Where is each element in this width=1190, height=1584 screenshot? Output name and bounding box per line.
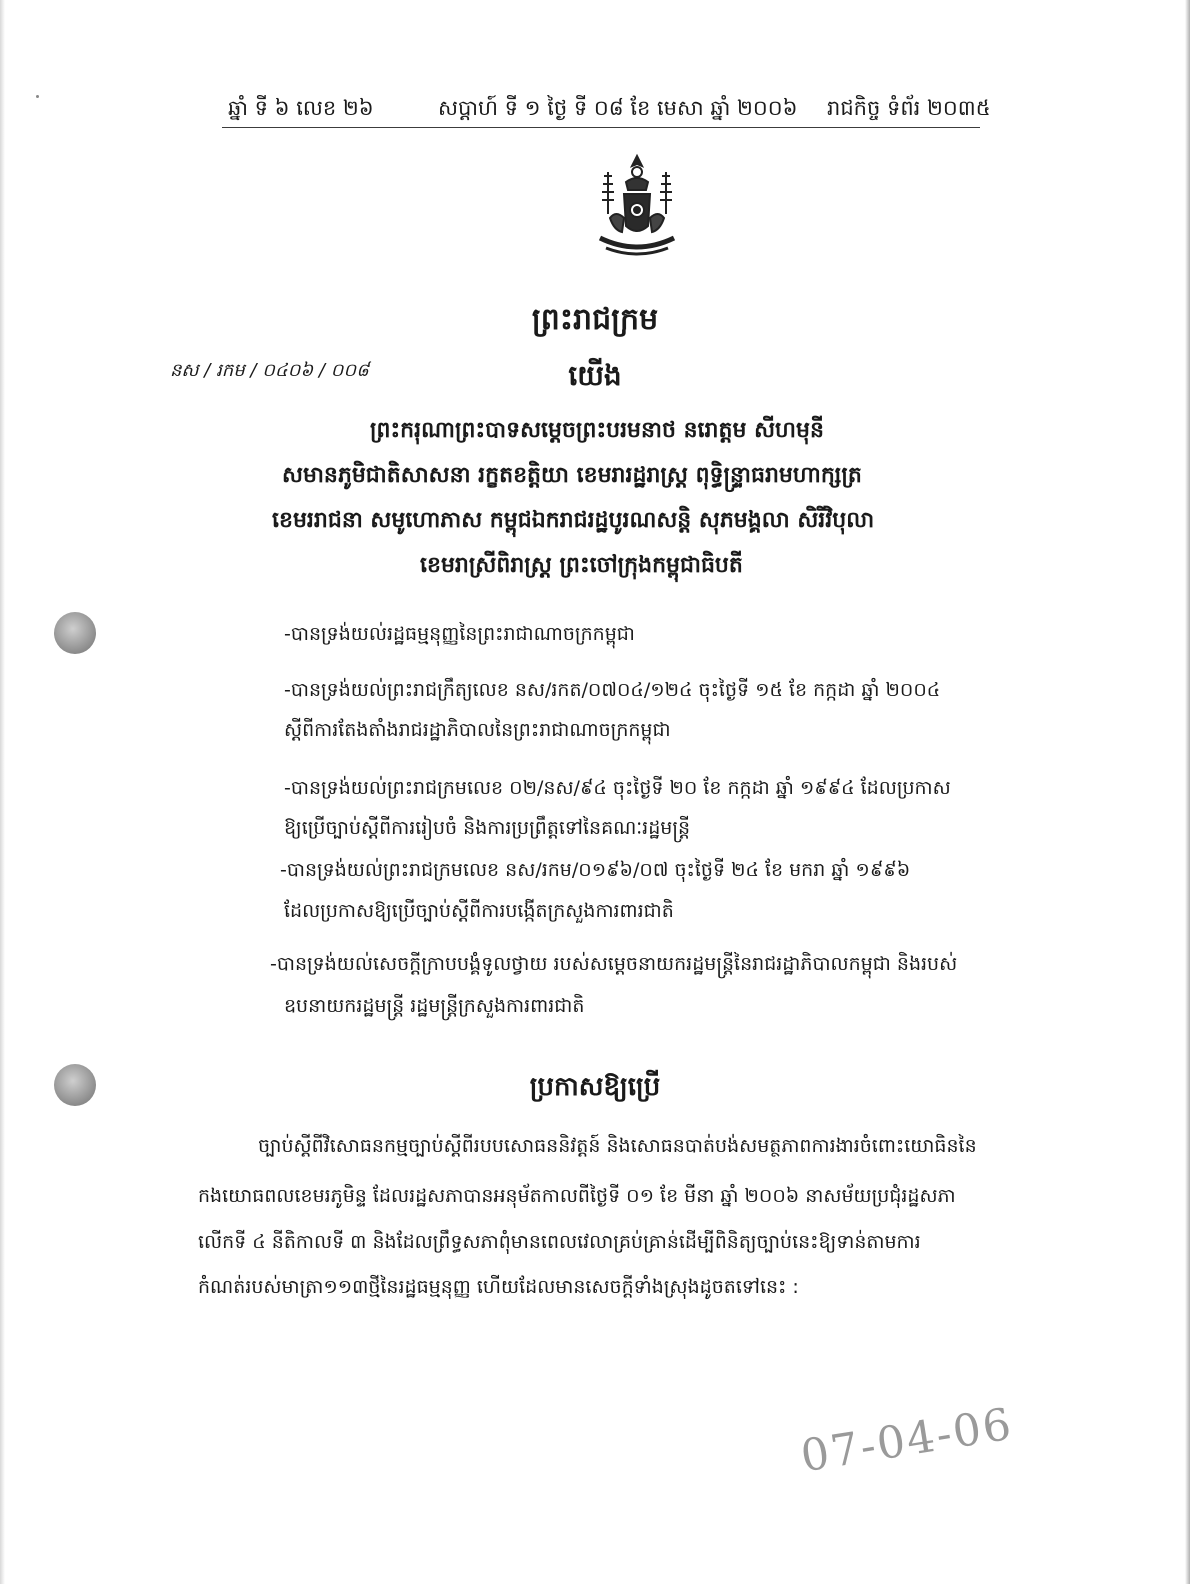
consideration-item: -បានទ្រង់យល់រដ្ឋធម្មនុញ្ញនៃព្រះរាជាណាចក្រកម្ពុជា	[284, 623, 635, 645]
royal-coat-of-arms-icon	[586, 152, 688, 262]
header-page-number: រាជកិច្ច ទំព័រ ២០៣៥	[827, 96, 991, 120]
punch-hole-top	[54, 612, 96, 654]
consideration-item: -បានទ្រង់យល់ព្រះរាជក្រមលេខ ០២/នស/៩៤ ចុះថ្ងៃទី ២០ ខែ កក្កដា ឆ្នាំ ១៩៩៤ ដែលប្រកាស	[284, 777, 951, 799]
header-date: សប្តាហ៍ ទី ១ ថ្ងៃ ទី ០៨ ខែ មេសា ឆ្នាំ ២០០៦	[438, 96, 798, 120]
page-edge-right	[1185, 0, 1190, 1584]
consideration-item: -បានទ្រង់យល់ព្រះរាជក្រមលេខ នស/រកម/០១៩៦/០៧ ចុះថ្ងៃទី ២៤ ខែ មករា ឆ្នាំ ១៩៩៦	[280, 859, 911, 881]
body-text-line: កំណត់របស់មាត្រា១១៣ថ្មីនៃរដ្ឋធម្មនុញ្ញ ហើយដែលមានសេចក្តីទាំងស្រុងដូចតទៅនេះ :	[198, 1276, 799, 1298]
scan-speck	[36, 95, 39, 98]
titulature-line: ព្រះករុណាព្រះបាទសម្តេចព្រះបរមនាថ នរោត្តម សីហមុនី	[370, 418, 824, 443]
consideration-continuation: ស្តីពីការតែងតាំងរាជរដ្ឋាភិបាលនៃព្រះរាជាណាចក្រកម្ពុជា	[284, 719, 671, 741]
page-edge-left	[0, 0, 5, 1584]
header-rule	[222, 127, 980, 128]
consideration-continuation: ដែលប្រកាសឱ្យប្រើច្បាប់ស្តីពីការបង្កើតក្រសួងការពារជាតិ	[284, 900, 674, 922]
body-text-line: ច្បាប់ស្តីពីវិសោធនកម្មច្បាប់ស្តីពីរបបសោធននិវត្តន៍ និងសោធនបាត់បង់សមត្ថភាពការងារចំពោះយោធិននៃ	[258, 1135, 977, 1157]
consideration-continuation: ឧបនាយករដ្ឋមន្ត្រី រដ្ឋមន្ត្រីក្រសួងការពារជាតិ	[284, 995, 585, 1017]
decree-title: ព្រះរាជក្រម	[531, 302, 659, 337]
decree-reference-number: នស / រកម / ០៤០៦ / ០០៨	[170, 360, 369, 381]
body-text-line: កងយោធពលខេមរភូមិន្ទ ដែលរដ្ឋសភាបានអនុម័តកាលពីថ្ងៃទី ០១ ខែ មីនា ឆ្នាំ ២០០៦ នាសម័យប្រជុំរដ្ឋសភា	[198, 1185, 956, 1207]
handwritten-date: 07-04-06	[797, 1398, 1017, 1483]
titulature-line: សមានភូមិជាតិសាសនា រក្ខតខត្តិយា ខេមរារដ្ឋរាស្ត្រ ពុទ្ធិន្ទ្រាធរាមហាក្សត្រ	[282, 463, 862, 488]
header-issue: ឆ្នាំ ទី ៦ លេខ ២៦	[228, 96, 374, 120]
promulgation-heading: ប្រកាសឱ្យប្រើ	[529, 1072, 661, 1102]
consideration-item: -បានទ្រង់យល់សេចក្តីក្រាបបង្គំទូលថ្វាយ របស់សម្តេចនាយករដ្ឋមន្ត្រីនៃរាជរដ្ឋាភិបាលកម្ពុជា និងរបស់	[270, 953, 958, 975]
body-text-line: លើកទី ៤ នីតិកាលទី ៣ និងដែលព្រឹទ្ធសភាពុំមានពេលវេលាគ្រប់គ្រាន់ដើម្បីពិនិត្យច្បាប់នេះឱ្យទាន់តាមការ	[198, 1231, 921, 1253]
titulature-line: ខេមរាស្រីពិរាស្ត្រ ព្រះចៅក្រុងកម្ពុជាធិបតី	[420, 553, 743, 578]
we-heading: យើង	[568, 359, 622, 392]
consideration-item: -បានទ្រង់យល់ព្រះរាជក្រឹត្យលេខ នស/រកត/០៧០៤/១២៤ ចុះថ្ងៃទី ១៥ ខែ កក្កដា ឆ្នាំ ២០០៤	[284, 679, 941, 701]
titulature-line: ខេមររាជនា សមូហោភាស កម្ពុជឯករាជរដ្ឋបូរណសន្តិ សុភមង្គលា សិរីវិបុលា	[272, 508, 875, 533]
consideration-continuation: ឱ្យប្រើច្បាប់ស្តីពីការរៀបចំ និងការប្រព្រឹត្តទៅនៃគណៈរដ្ឋមន្ត្រី	[284, 817, 691, 839]
